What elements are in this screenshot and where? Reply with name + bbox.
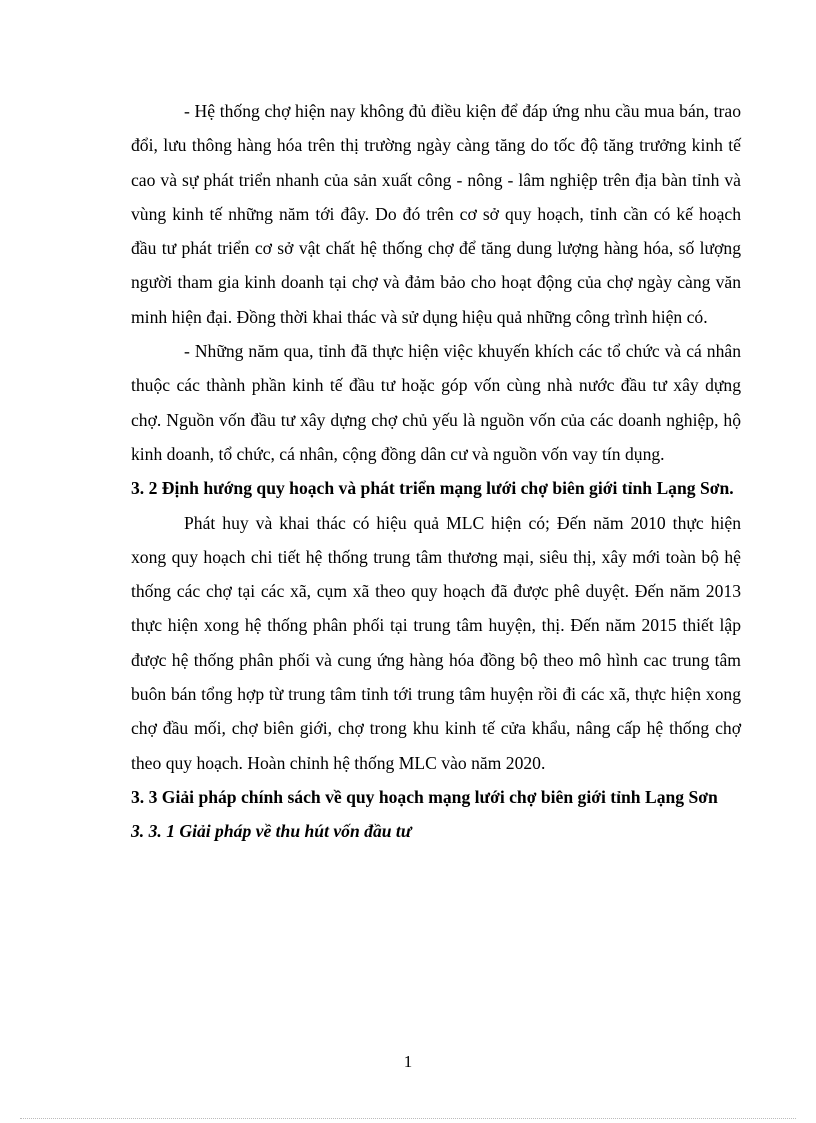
paragraph-market-system: - Hệ thống chợ hiện nay không đủ điều kiện để đáp ứng nhu cầu mua bán, trao đổi, lưu thông hàng hóa trên thị trường ngày càng tăng do tốc độ tăng trưởng kinh tế cao và sự phát triển nhanh của sản xuất công - nông - lâm nghiệp trên địa bàn tỉnh và vùng kinh tế những năm tới đây. Do đó trên cơ sở quy hoạch, tỉnh cần có kế hoạch đầu tư phát triển cơ sở vật chất hệ thống chợ để tăng dung lượng hàng hóa, số lượng người tham gia kinh doanh tại chợ và đảm bảo cho hoạt động của chợ ngày càng văn minh hiện đại. Đồng thời khai thác và sử dụng hiệu quả những công trình hiện có. xyxy=(131,101,741,327)
page-bottom-divider xyxy=(20,1118,796,1119)
document-page xyxy=(131,94,741,849)
page-number: 1 xyxy=(403,1052,413,1071)
paragraph-orientation: Phát huy và khai thác có hiệu quả MLC hiện có; Đến năm 2010 thực hiện xong quy hoạch chi tiết hệ thống trung tâm thương mại, siêu thị, xây mới toàn bộ hệ thống các chợ tại các xã, cụm xã theo quy hoạch đã được phê duyệt. Đến năm 2013 thực hiện xong hệ thống phân phối tại trung tâm huyện, thị. Đến năm 2015 thiết lập được hệ thống phân phối và cung ứng hàng hóa đồng bộ theo mô hình cac trung tâm buôn bán tổng hợp từ trung tâm tỉnh tới trung tâm huyện rồi đi các xã, thực hiện xong chợ đầu mối, chợ biên giới, chợ trong khu kinh tế cửa khẩu, nâng cấp hệ thống chợ theo quy hoạch. Hoàn chỉnh hệ thống MLC vào năm 2020. xyxy=(131,512,741,773)
section-heading-3-2: 3. 2 Định hướng quy hoạch và phát triển mạng lưới chợ biên giới tỉnh Lạng Sơn. xyxy=(131,478,734,499)
section-heading-3-3: 3. 3 Giải pháp chính sách về quy hoạch mạng lưới chợ biên giới tỉnh Lạng Sơn xyxy=(131,786,718,807)
subsection-heading-3-3-1: 3. 3. 1 Giải pháp về thu hút vốn đầu tư xyxy=(131,821,412,842)
paragraph-investment-encouragement: - Những năm qua, tỉnh đã thực hiện việc khuyến khích các tổ chức và cá nhân thuộc các thành phần kinh tế đầu tư hoặc góp vốn cùng nhà nước đầu tư xây dựng chợ. Nguồn vốn đầu tư xây dựng chợ chủ yếu là nguồn vốn của các doanh nghiệp, hộ kinh doanh, tổ chức, cá nhân, cộng đồng dân cư và nguồn vốn vay tín dụng. xyxy=(131,341,741,464)
